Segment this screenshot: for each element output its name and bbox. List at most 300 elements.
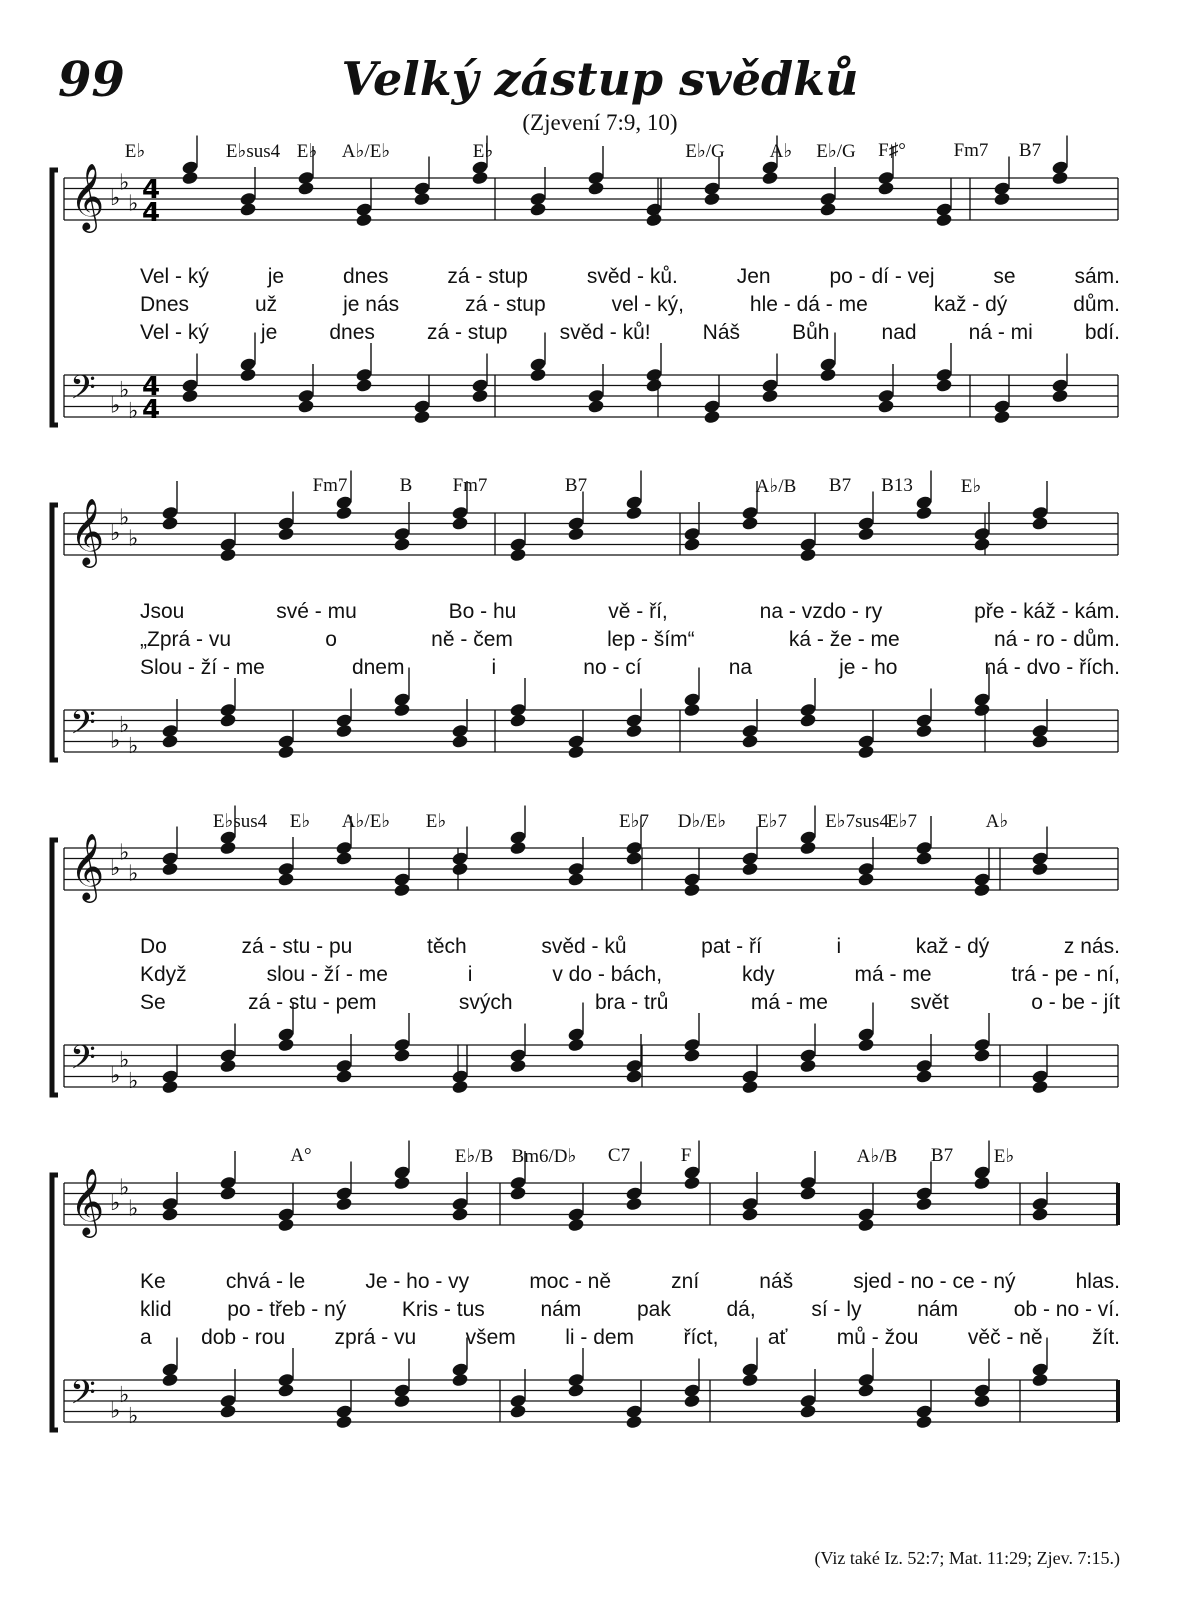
lyric-syllables: na xyxy=(728,656,753,679)
notehead-icon xyxy=(393,1383,411,1398)
system-bracket xyxy=(52,505,58,760)
notehead-icon xyxy=(645,202,663,217)
lyric-syllables: „Zprá - vu xyxy=(140,628,232,651)
notehead-icon xyxy=(799,1048,817,1063)
notehead-icon xyxy=(509,702,527,717)
flat-sign-icon: ♭ xyxy=(128,733,139,759)
notehead-icon xyxy=(799,1175,817,1190)
music-system-2 xyxy=(50,475,1120,785)
notehead-icon xyxy=(239,191,257,206)
lyric-syllables: bra - trů xyxy=(594,991,669,1014)
lyric-syllables: Bo - hu xyxy=(448,600,517,623)
lyric-syllables: Náš xyxy=(702,321,741,344)
flat-sign-icon: ♭ xyxy=(119,1047,130,1073)
notehead-icon xyxy=(1031,1362,1049,1377)
notehead-icon xyxy=(451,723,469,738)
notehead-icon xyxy=(973,1383,991,1398)
lyric-syllables: je xyxy=(260,321,278,344)
lyric-syllables: Dnes xyxy=(140,293,190,316)
lyric-syllables: lep - ším“ xyxy=(607,628,695,651)
chord-symbol: E♭/G xyxy=(685,141,725,162)
lyric-syllables: Jsou xyxy=(140,600,185,623)
notehead-icon xyxy=(915,1058,933,1073)
lyric-syllables: nám xyxy=(540,1298,582,1321)
notehead-icon xyxy=(799,702,817,717)
chord-symbol: E♭7 xyxy=(886,811,918,832)
lyric-line-verse-3 xyxy=(140,656,1120,680)
time-signature-icon: 4 xyxy=(142,372,161,402)
flat-sign-icon: ♭ xyxy=(119,1382,130,1408)
lyric-line-verse-3 xyxy=(140,991,1120,1015)
chord-symbol: E♭sus4 xyxy=(225,141,281,162)
lyric-syllables: hle - dá - me xyxy=(749,293,868,316)
notehead-icon xyxy=(625,1186,643,1201)
notehead-icon xyxy=(451,505,469,520)
lyric-syllables: pak xyxy=(636,1298,671,1321)
lyric-syllables: sám. xyxy=(1074,265,1120,288)
notehead-icon xyxy=(819,191,837,206)
lyric-syllables: ná - mi xyxy=(968,321,1033,344)
notehead-icon xyxy=(819,357,837,372)
lyric-syllables: pře - káž - kám. xyxy=(974,600,1120,623)
notehead-icon xyxy=(393,872,411,887)
lyric-syllables: ná - dvo - řích. xyxy=(984,656,1120,679)
lyric-syllables: klid xyxy=(140,1298,172,1321)
notehead-icon xyxy=(509,1393,527,1408)
lyric-syllables: zá - stup xyxy=(426,321,508,344)
notehead-icon xyxy=(973,872,991,887)
hymn-title: Velký zástup svědků xyxy=(341,52,859,106)
flat-sign-icon: ♭ xyxy=(128,398,139,424)
notehead-icon xyxy=(645,367,663,382)
notehead-icon xyxy=(451,1362,469,1377)
notehead-icon xyxy=(413,399,431,414)
flat-sign-icon: ♭ xyxy=(119,170,130,196)
footer-references: (Viz také Iz. 52:7; Mat. 11:29; Zjev. 7:15.) xyxy=(814,1548,1120,1568)
notehead-icon xyxy=(625,1058,643,1073)
lyric-syllables: slou - ží - me xyxy=(266,963,388,986)
notehead-icon xyxy=(741,1196,759,1211)
notehead-icon xyxy=(741,1362,759,1377)
lyric-syllables: i xyxy=(491,656,497,679)
treble-clef-icon: 𝄞 xyxy=(70,162,105,230)
chord-symbol: E♭ xyxy=(425,811,447,832)
chord-symbol: E♭sus4 xyxy=(212,811,268,832)
notehead-icon xyxy=(799,1393,817,1408)
lyric-syllables: věč - ně xyxy=(967,1326,1043,1349)
lyric-syllables: dá, xyxy=(726,1298,756,1321)
notehead-icon xyxy=(1031,505,1049,520)
lyric-syllables: Bůh xyxy=(792,321,830,344)
flat-sign-icon: ♭ xyxy=(110,1191,121,1216)
chord-symbol: Fm7 xyxy=(953,140,989,161)
notehead-icon xyxy=(355,367,373,382)
notehead-icon xyxy=(625,495,643,510)
chord-symbol: E♭7 xyxy=(756,811,788,832)
notehead-icon xyxy=(335,1186,353,1201)
chord-symbol: A♭/E♭ xyxy=(341,141,391,162)
lyric-syllables: dnes xyxy=(342,265,389,288)
lyric-syllables: dům. xyxy=(1073,293,1120,316)
flat-sign-icon: ♭ xyxy=(110,521,121,546)
lyric-syllables: i xyxy=(836,935,842,958)
notehead-icon xyxy=(857,734,875,749)
lyric-syllables: svěd - ků xyxy=(541,935,627,958)
treble-staff xyxy=(64,806,1118,904)
notehead-icon xyxy=(973,1037,991,1052)
treble-clef-icon: 𝄞 xyxy=(70,497,105,565)
notehead-icon xyxy=(625,713,643,728)
lyric-line-verse-1 xyxy=(140,600,1120,624)
treble-staff xyxy=(64,1141,1118,1239)
lyric-syllables: svět xyxy=(910,991,949,1014)
lyric-syllables: ká - že - me xyxy=(788,628,900,651)
notehead-icon xyxy=(509,1048,527,1063)
lyric-syllables: sí - ly xyxy=(811,1298,862,1321)
lyric-syllables: Vel - ký xyxy=(140,321,209,344)
lyric-syllables: ať xyxy=(767,1326,788,1349)
notehead-icon xyxy=(567,734,585,749)
flat-sign-icon: ♭ xyxy=(128,526,139,552)
chord-symbol: F♯° xyxy=(878,140,906,161)
lyric-line-verse-1 xyxy=(140,935,1120,959)
notehead-icon xyxy=(297,388,315,403)
notehead-icon xyxy=(413,181,431,196)
flat-sign-icon: ♭ xyxy=(110,728,121,754)
lyric-syllables: vě - ří, xyxy=(608,600,668,623)
hymn-number: 99 xyxy=(58,52,125,108)
notehead-icon xyxy=(219,1048,237,1063)
lyric-line-verse-1 xyxy=(140,265,1120,289)
flat-sign-icon: ♭ xyxy=(110,1398,121,1424)
notehead-icon xyxy=(1031,1069,1049,1084)
notehead-icon xyxy=(703,399,721,414)
chord-symbol: Fm7 xyxy=(312,475,348,496)
lyric-syllables: a xyxy=(140,1326,152,1349)
lyric-syllables: bdí. xyxy=(1084,321,1120,344)
notehead-icon xyxy=(683,692,701,707)
notehead-icon xyxy=(219,1393,237,1408)
flat-sign-icon: ♭ xyxy=(128,861,139,887)
notehead-icon xyxy=(471,378,489,393)
notehead-icon xyxy=(451,1069,469,1084)
flat-sign-icon: ♭ xyxy=(110,1063,121,1089)
lyric-syllables: všem xyxy=(465,1326,516,1349)
lyric-line-verse-2 xyxy=(140,293,1120,317)
lyric-syllables: pat - ří xyxy=(701,935,762,958)
flat-sign-icon: ♭ xyxy=(110,186,121,211)
lyric-syllables: ně - čem xyxy=(431,628,513,651)
notehead-icon xyxy=(993,399,1011,414)
notehead-icon xyxy=(161,1362,179,1377)
chord-symbol: A° xyxy=(290,1145,312,1166)
notehead-icon xyxy=(335,1404,353,1419)
bass-staff xyxy=(64,1338,1118,1430)
notehead-icon xyxy=(529,191,547,206)
notehead-icon xyxy=(393,526,411,541)
chord-symbol: E♭ xyxy=(960,476,982,497)
lyric-syllables: po - třeb - ný xyxy=(227,1298,347,1321)
notehead-icon xyxy=(219,537,237,552)
lyric-syllables: na - vzdo - ry xyxy=(759,600,883,623)
lyric-syllables: zprá - vu xyxy=(334,1326,417,1349)
notehead-icon xyxy=(567,1372,585,1387)
lyric-syllables: dob - rou xyxy=(201,1326,286,1349)
notehead-icon xyxy=(335,713,353,728)
chord-symbol: C7 xyxy=(607,1145,631,1166)
notehead-icon xyxy=(915,840,933,855)
chord-symbol: D♭/E♭ xyxy=(677,811,727,832)
lyric-syllables: Slou - ží - me xyxy=(140,656,265,679)
chord-symbol: E♭7sus4 xyxy=(825,811,889,832)
lyric-syllables: má - me xyxy=(854,963,932,986)
notehead-icon xyxy=(161,851,179,866)
bass-staff xyxy=(64,668,1118,760)
notehead-icon xyxy=(1031,851,1049,866)
notehead-icon xyxy=(1031,723,1049,738)
lyric-syllables: moc - ně xyxy=(529,1270,612,1293)
lyric-syllables: svěd - ků! xyxy=(559,321,651,344)
lyric-syllables: nám xyxy=(917,1298,959,1321)
notehead-icon xyxy=(683,1037,701,1052)
notehead-icon xyxy=(1051,160,1069,175)
flat-sign-icon: ♭ xyxy=(119,840,130,866)
lyric-syllables: je nás xyxy=(343,293,400,316)
lyric-syllables: se xyxy=(993,265,1016,288)
flat-sign-icon: ♭ xyxy=(119,712,130,738)
notehead-icon xyxy=(161,505,179,520)
lyric-syllables: Do xyxy=(140,935,167,958)
notehead-icon xyxy=(915,713,933,728)
notehead-icon xyxy=(567,516,585,531)
notehead-icon xyxy=(877,388,895,403)
notehead-icon xyxy=(741,723,759,738)
bass-clef-icon: 𝄢 xyxy=(70,704,96,750)
notehead-icon xyxy=(993,181,1011,196)
treble-clef-icon: 𝄞 xyxy=(70,832,105,900)
notehead-icon xyxy=(277,734,295,749)
lyric-syllables: Ke xyxy=(140,1270,166,1293)
lyric-syllables: zá - stup xyxy=(465,293,546,316)
lyric-syllables: má - me xyxy=(750,991,828,1014)
notehead-icon xyxy=(761,378,779,393)
lyric-syllables: Jen xyxy=(736,265,771,288)
lyric-syllables: v do - bách, xyxy=(552,963,663,986)
notehead-icon xyxy=(161,1196,179,1211)
lyric-syllables: je - ho xyxy=(839,656,898,679)
chord-symbol: A♭ xyxy=(769,141,793,162)
notehead-icon xyxy=(219,830,237,845)
lyric-syllables: Když xyxy=(140,963,187,986)
lyric-syllables: Kris - tus xyxy=(401,1298,485,1321)
lyric-syllables: Se xyxy=(140,991,166,1014)
notehead-icon xyxy=(161,1069,179,1084)
notehead-icon xyxy=(741,505,759,520)
time-signature-icon: 4 xyxy=(142,198,161,228)
notehead-icon xyxy=(277,1372,295,1387)
music-system-1 xyxy=(50,140,1120,450)
lyric-syllables: svých xyxy=(458,991,513,1014)
lyric-syllables: o xyxy=(325,628,337,651)
system-bracket xyxy=(52,840,58,1095)
notehead-icon xyxy=(277,1027,295,1042)
lyric-syllables: o - be - jít xyxy=(1031,991,1120,1014)
lyric-syllables: kaž - dý xyxy=(915,935,990,958)
chord-symbol: E♭ xyxy=(124,141,146,162)
bass-staff xyxy=(64,1003,1118,1095)
lyric-syllables: svěd - ků. xyxy=(586,265,678,288)
notehead-icon xyxy=(857,1027,875,1042)
notehead-icon xyxy=(219,1175,237,1190)
lyric-syllables: no - cí xyxy=(583,656,642,679)
notehead-icon xyxy=(683,1383,701,1398)
notehead-icon xyxy=(877,170,895,185)
chord-symbol: Fm7 xyxy=(452,475,488,496)
lyric-syllables: trá - pe - ní, xyxy=(1011,963,1120,986)
chord-symbol: E♭ xyxy=(289,811,311,832)
lyric-syllables: zá - stup xyxy=(447,265,528,288)
chord-symbol: E♭ xyxy=(472,141,494,162)
notehead-icon xyxy=(567,861,585,876)
notehead-icon xyxy=(761,160,779,175)
music-system-4 xyxy=(50,1145,1120,1455)
chord-symbol: Bm6/D♭ xyxy=(511,1146,577,1167)
lyric-syllables: vel - ký, xyxy=(611,293,684,316)
notehead-icon xyxy=(703,181,721,196)
lyric-line-verse-3 xyxy=(140,321,1120,345)
notehead-icon xyxy=(915,1404,933,1419)
lyric-syllables: zá - stu - pem xyxy=(248,991,377,1014)
lyric-line-verse-2 xyxy=(140,963,1120,987)
bass-staff xyxy=(64,333,1118,426)
chord-symbol: E♭/G xyxy=(816,141,856,162)
chord-symbol: B7 xyxy=(1018,140,1042,161)
lyric-syllables: chvá - le xyxy=(225,1270,306,1293)
treble-clef-icon: 𝄞 xyxy=(70,1167,105,1235)
notehead-icon xyxy=(799,830,817,845)
notehead-icon xyxy=(181,160,199,175)
flat-sign-icon: ♭ xyxy=(110,393,121,419)
lyric-syllables: ob - no - ví. xyxy=(1013,1298,1120,1321)
notehead-icon xyxy=(471,160,489,175)
flat-sign-icon: ♭ xyxy=(119,505,130,531)
lyric-syllables: náš xyxy=(759,1270,794,1293)
music-system-3 xyxy=(50,810,1120,1120)
notehead-icon xyxy=(277,861,295,876)
lyric-syllables: li - dem xyxy=(565,1326,635,1349)
lyric-syllables: těch xyxy=(427,935,467,958)
notehead-icon xyxy=(857,1372,875,1387)
notehead-icon xyxy=(567,1207,585,1222)
notehead-icon xyxy=(857,516,875,531)
notehead-icon xyxy=(393,1037,411,1052)
notehead-icon xyxy=(451,1196,469,1211)
flat-sign-icon: ♭ xyxy=(128,191,139,217)
notehead-icon xyxy=(335,840,353,855)
chord-symbol: A♭/B xyxy=(755,476,797,497)
notehead-icon xyxy=(509,537,527,552)
chord-symbol: E♭ xyxy=(296,141,318,162)
lyric-syllables: Je - ho - vy xyxy=(365,1270,470,1293)
chord-symbol: E♭7 xyxy=(618,811,650,832)
notehead-icon xyxy=(973,1165,991,1180)
lyric-syllables: hlas. xyxy=(1075,1270,1120,1293)
scripture-reference: (Zjevení 7:9, 10) xyxy=(522,110,678,135)
notehead-icon xyxy=(1031,1196,1049,1211)
lyric-syllables: říct, xyxy=(683,1326,719,1349)
treble-staff xyxy=(64,471,1118,569)
notehead-icon xyxy=(915,1186,933,1201)
notehead-icon xyxy=(509,830,527,845)
chord-symbol: B7 xyxy=(564,475,588,496)
lyric-syllables: už xyxy=(254,293,278,316)
notehead-icon xyxy=(973,692,991,707)
lyric-syllables: své - mu xyxy=(276,600,357,623)
notehead-icon xyxy=(277,516,295,531)
chord-symbol: E♭/B xyxy=(454,1146,494,1167)
lyric-syllables: nad xyxy=(881,321,917,344)
notehead-icon xyxy=(857,1207,875,1222)
treble-staff xyxy=(64,136,1118,234)
flat-sign-icon: ♭ xyxy=(128,1403,139,1429)
notehead-icon xyxy=(335,1058,353,1073)
notehead-icon xyxy=(799,537,817,552)
notehead-icon xyxy=(683,872,701,887)
lyric-syllables: žít. xyxy=(1091,1326,1120,1349)
notehead-icon xyxy=(393,692,411,707)
notehead-icon xyxy=(161,723,179,738)
time-signature-icon: 4 xyxy=(142,175,161,205)
chord-symbol: B7 xyxy=(930,1145,954,1166)
lyric-syllables: zá - stu - pu xyxy=(241,935,353,958)
flat-sign-icon: ♭ xyxy=(128,1068,139,1094)
notehead-icon xyxy=(567,1027,585,1042)
notehead-icon xyxy=(181,378,199,393)
notehead-icon xyxy=(973,526,991,541)
chord-symbol: A♭/E♭ xyxy=(341,811,391,832)
flat-sign-icon: ♭ xyxy=(119,377,130,403)
notehead-icon xyxy=(683,526,701,541)
chord-symbol: A♭/B xyxy=(856,1146,898,1167)
lyric-syllables: z nás. xyxy=(1063,935,1120,958)
notehead-icon xyxy=(741,1069,759,1084)
lyric-line-verse-1 xyxy=(140,1270,1120,1294)
notehead-icon xyxy=(857,861,875,876)
lyric-syllables: mů - žou xyxy=(836,1326,919,1349)
chord-symbol: B7 xyxy=(828,475,852,496)
chord-symbol: A♭ xyxy=(985,811,1009,832)
notehead-icon xyxy=(529,357,547,372)
bass-clef-icon: 𝄢 xyxy=(70,1039,96,1085)
notehead-icon xyxy=(355,202,373,217)
lyric-syllables: je xyxy=(267,265,285,288)
chord-symbol: B xyxy=(399,475,413,496)
notehead-icon xyxy=(277,1207,295,1222)
system-bracket xyxy=(52,170,58,425)
lyric-syllables: dnem xyxy=(351,656,405,679)
notehead-icon xyxy=(625,1404,643,1419)
notehead-icon xyxy=(509,1175,527,1190)
notehead-icon xyxy=(935,202,953,217)
notehead-icon xyxy=(741,851,759,866)
notehead-icon xyxy=(587,170,605,185)
notehead-icon xyxy=(451,851,469,866)
lyric-syllables: zní xyxy=(671,1270,700,1293)
chord-symbol: E♭ xyxy=(993,1146,1015,1167)
lyric-syllables: ná - ro - dům. xyxy=(993,628,1120,651)
lyric-line-verse-2 xyxy=(140,1298,1120,1322)
bass-clef-icon: 𝄢 xyxy=(70,1374,96,1420)
